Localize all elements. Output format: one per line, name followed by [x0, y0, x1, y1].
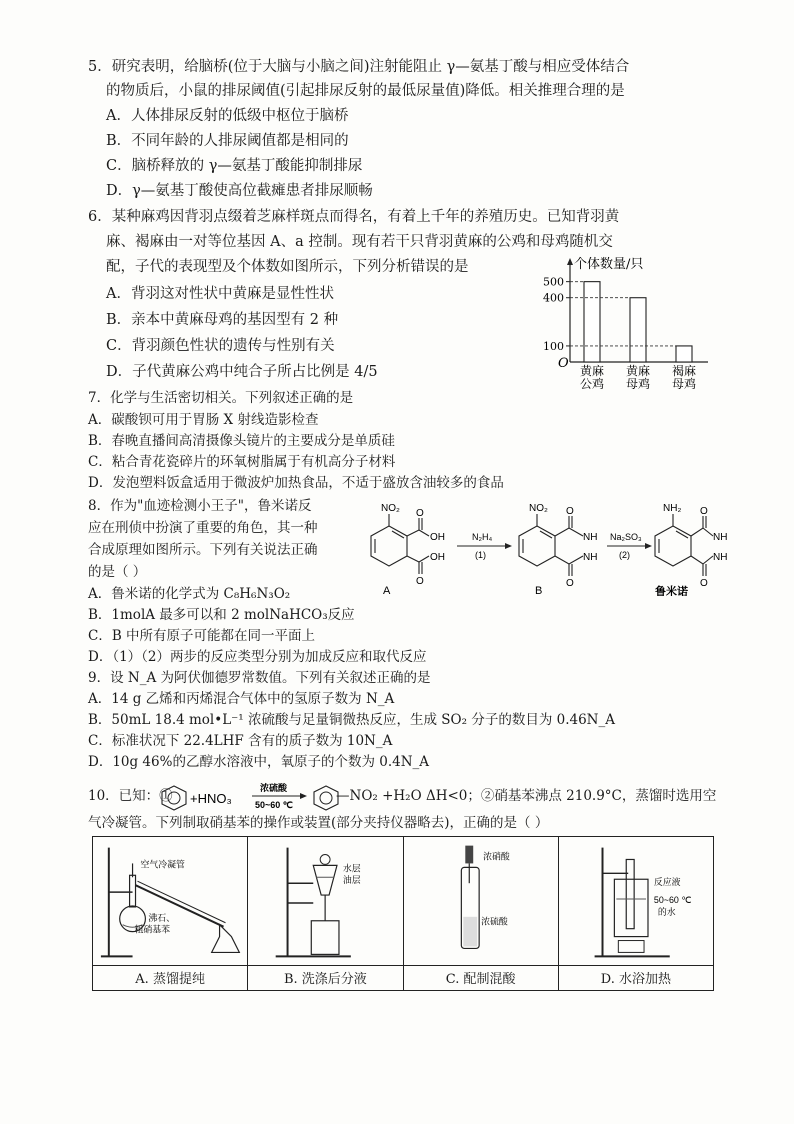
a-hydroxyl-top: OH	[430, 532, 445, 543]
a-label-zeolite: 沸石、	[148, 912, 175, 923]
q5-stem-line2: 的物质后，小鼠的排尿阈值(引起排尿反射的最低尿量值)降低。相关推理合理的是	[106, 83, 625, 99]
apparatus-b-cell	[248, 837, 403, 966]
b-nh-bottom: NH	[583, 552, 598, 563]
q10-product: —NO₂ +H₂O ΔH<0；②硝基苯沸点 210.9°C，蒸馏时选用空	[336, 788, 717, 804]
d-label-temperature: 50~60 ℃	[653, 894, 692, 905]
luminol-synthesis-scheme	[355, 496, 735, 596]
q8-option-a: A．鲁米诺的化学式为 C₈H₆N₃O₂	[88, 586, 291, 602]
mixed-acid-apparatus	[404, 837, 558, 964]
nitrobenzene-ring-icon	[314, 786, 338, 810]
apparatus-c-cell	[403, 837, 558, 966]
luminol-nh-bottom: NH	[713, 552, 728, 563]
eq-reactant: +HNO₃	[190, 791, 232, 806]
caption-a: A. 蒸馏提纯	[93, 965, 248, 990]
d-label-water: 的水	[657, 906, 676, 917]
category-label: 黄麻	[579, 364, 605, 378]
bar	[630, 298, 646, 362]
a-nitro-group: NO₂	[381, 503, 400, 514]
q9-option-b: B．50mL 18.4 mol•L⁻¹ 浓硫酸与足量铜微热反应，生成 SO₂ 分子的数目为 0.46N_A	[88, 712, 615, 728]
step-2-label: (2)	[619, 550, 630, 560]
a-carbonyl-o-bottom: O	[416, 576, 424, 587]
distillation-apparatus	[93, 837, 247, 964]
label-luminol: 鲁米诺	[655, 586, 688, 596]
q9-option-a: A．14 g 乙烯和丙烯混合气体中的氢原子数为 N_A	[88, 691, 395, 707]
q10-line2: 气冷凝管。下列制取硝基苯的操作或装置(部分夹持仪器略去)，正确的是（ ）	[88, 815, 549, 831]
q9-stem: 9．设 N_A 为阿伏伽德罗常数值。下列有关叙述正确的是	[88, 670, 431, 686]
eq-arrow-head	[300, 793, 307, 799]
y-tick-label: 100	[543, 339, 564, 353]
y-tick-label: 400	[543, 291, 564, 305]
y-axis-arrow	[567, 258, 573, 265]
b-carbonyl-o-bottom: O	[566, 578, 574, 589]
d-label-reaction: 反应液	[653, 877, 681, 888]
q10-lead: 10．已知：①	[88, 788, 173, 804]
apparatus-d-cell	[558, 837, 713, 966]
q5-option-b: B．不同年龄的人排尿阈值都是相同的	[106, 133, 349, 149]
molecule-b	[519, 514, 583, 576]
label-a: A	[383, 585, 391, 596]
arrow-step2-head	[645, 543, 652, 549]
q8-stem-line3: 合成原理如图所示。下列有关说法正确	[88, 542, 318, 558]
q8-stem-line1: 8．作为"血迹检测小王子"，鲁米诺反	[88, 498, 312, 514]
caption-c: C. 配制混酸	[403, 965, 558, 990]
benzene-circle	[168, 792, 180, 804]
q9-option-c: C．标准状况下 22.4LHF 含有的质子数为 10N_A	[88, 733, 393, 749]
q5-option-d: D．γ—氨基丁酸使高位截瘫患者排尿顺畅	[106, 183, 373, 199]
nitration-equation	[160, 780, 360, 812]
b-carbonyl-o-top: O	[566, 506, 574, 517]
bar	[584, 282, 600, 362]
y-tick-label: 500	[543, 275, 564, 289]
y-axis-label: 个体数量/只	[574, 257, 644, 272]
offspring-bar-chart	[538, 254, 718, 389]
eq-condition-top: 浓硫酸	[260, 783, 288, 793]
reagent-1: N₂H₄	[472, 532, 493, 542]
bar	[676, 346, 692, 362]
b-label-oil: 油层	[343, 875, 361, 886]
luminol-amino-group: NH₂	[663, 503, 682, 514]
category-label: 母鸡	[671, 377, 697, 389]
separatory-funnel-apparatus	[248, 837, 402, 964]
a-hydroxyl-bottom: OH	[430, 552, 445, 563]
q8-stem-line2: 应在刑侦中扮演了重要的角色，其一种	[88, 520, 318, 536]
nitrobenzene-circle	[320, 792, 332, 804]
category-label: 黄麻	[625, 364, 651, 378]
category-label: 母鸡	[625, 377, 651, 389]
arrow-step1-head	[505, 543, 512, 549]
benzene-ring-icon	[162, 786, 186, 810]
q7-stem: 7．化学与生活密切相关。下列叙述正确的是	[88, 390, 354, 406]
luminol-nh-top: NH	[713, 532, 728, 543]
c-label-sulfuric: 浓硫酸	[480, 916, 508, 927]
b-nh-top: NH	[583, 532, 598, 543]
caption-d: D. 水浴加热	[558, 965, 713, 990]
apparatus-table	[92, 836, 714, 991]
step-1-label: (1)	[475, 550, 486, 560]
a-label-condenser: 空气冷凝管	[140, 859, 185, 870]
q6-option-a: A．背羽这对性状中黄麻是显性性状	[106, 286, 334, 302]
q8-option-b: B．1molA 最多可以和 2 molNaHCO₃反应	[88, 607, 355, 623]
q7-option-a: A．碳酸钡可用于胃肠 X 射线造影检查	[88, 412, 319, 428]
q8-option-d: D．（1）（2）两步的反应类型分别为加成反应和取代反应	[88, 649, 427, 665]
q7-option-c: C．粘合青花瓷碎片的环氧树脂属于有机高分子材料	[88, 454, 396, 470]
caption-b: B. 洗涤后分液	[248, 965, 403, 990]
luminol-carbonyl-o-top: O	[700, 506, 708, 517]
category-label: 褐麻	[671, 364, 697, 378]
q8-stem-line4: 的是（ ）	[88, 564, 147, 580]
apparatus-a-cell	[93, 837, 248, 966]
category-label: 公鸡	[579, 377, 605, 389]
b-nitro-group: NO₂	[529, 503, 548, 514]
q6-option-d: D．子代黄麻公鸡中纯合子所占比例是 4/5	[106, 364, 378, 380]
reagent-2: Na₂SO₃	[610, 532, 642, 542]
q5-option-a: A．人体排尿反射的低级中枢位于脑桥	[106, 108, 349, 124]
q6-stem-line2: 麻、褐麻由一对等位基因 A、a 控制。现有若干只背羽黄麻的公鸡和母鸡随机交	[106, 234, 613, 250]
water-bath-apparatus	[559, 837, 713, 964]
q7-option-b: B．春晚直播间高清摄像头镜片的主要成分是单质硅	[88, 433, 395, 449]
luminol-carbonyl-o-bottom: O	[700, 578, 708, 589]
molecule-a	[371, 514, 429, 574]
label-b: B	[535, 585, 543, 596]
q8-option-c: C．B 中所有原子可能都在同一平面上	[88, 628, 316, 644]
c-label-nitric: 浓硝酸	[482, 851, 510, 862]
q9-option-d: D．10g 46%的乙醇水溶液中，氧原子的个数为 0.4N_A	[88, 754, 430, 770]
q6-option-c: C．背羽颜色性状的遗传与性别有关	[106, 338, 335, 354]
q6-stem-line1: 6．某种麻鸡因背羽点缀着芝麻样斑点而得名，有着上千年的养殖历史。已知背羽黄	[88, 209, 620, 225]
molecule-luminol	[655, 514, 713, 576]
q5-stem-line1: 5．研究表明，给脑桥(位于大脑与小脑之间)注射能阻止 γ—氨基丁酸与相应受体结合	[88, 59, 630, 75]
eq-condition-bottom: 50~60 ℃	[255, 800, 293, 810]
a-label-crude: 粗硝基苯	[134, 924, 171, 935]
q7-option-d: D．发泡塑料饭盒适用于微波炉加热食品，不适于盛放含油较多的食品	[88, 475, 504, 491]
origin-label: O	[558, 356, 569, 371]
q5-option-c: C．脑桥释放的 γ—氨基丁酸能抑制排尿	[106, 158, 363, 174]
b-label-water: 水层	[343, 863, 361, 874]
q6-stem-line3: 配，子代的表现型及个体数如图所示，下列分析错误的是	[106, 259, 469, 275]
q6-option-b: B．亲本中黄麻母鸡的基因型有 2 种	[106, 312, 339, 328]
a-carbonyl-o-top: O	[416, 508, 424, 519]
